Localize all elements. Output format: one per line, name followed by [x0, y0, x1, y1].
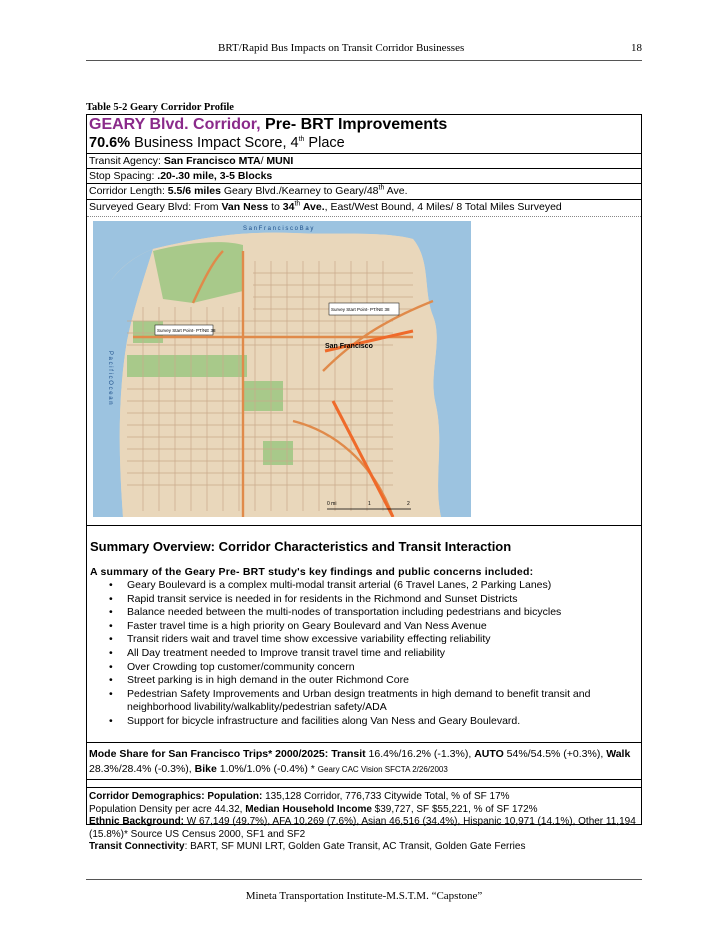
auto-value: 54%/54.5% (+0.3%),	[503, 748, 607, 760]
score-text-end: Place	[304, 135, 345, 151]
demographics-block	[87, 791, 641, 854]
score-sup: th	[298, 136, 305, 144]
ethnic-value: W 67,149 (49.7%), AFA 10,269 (7.6%), Asian 46,516 (34.4%), Hispanic 10,971 (14.1%), Other 11,194 (15.8%)* Source US Census 2000, SF1 and SF2	[89, 816, 636, 840]
header-rule	[86, 60, 642, 61]
surveyed-text-end: , East/West Bound, 4 Miles/ 8 Total Miles Surveyed	[324, 201, 562, 213]
mode-share-source: Geary CAC Vision SFCTA 2/26/2003	[317, 765, 448, 774]
transit-agency-row	[87, 154, 641, 169]
summary-item: • Street parking is in high demand in the outer Richmond Core	[87, 674, 641, 688]
length-label: Corridor Length:	[89, 185, 168, 197]
map-scale-1: 1	[368, 501, 371, 507]
corridor-name: GEARY Blvd. Corridor,	[89, 116, 261, 133]
surveyed-text: Surveyed Geary Blvd: From	[89, 201, 222, 213]
map-svg	[93, 221, 471, 517]
transit-value: 16.4%/16.2% (-1.3%),	[365, 748, 475, 760]
page-footer: Mineta Transportation Institute-M.S.T.M. “Capstone”	[245, 890, 483, 902]
corridor-length-row	[87, 184, 641, 200]
agency-label: Transit Agency:	[89, 155, 164, 167]
summary-item: • Over Crowding top customer/community concern	[87, 661, 641, 675]
summary-item: • Transit riders wait and travel time show excessive variability effecting reliability	[87, 633, 641, 647]
length-sup: th	[378, 184, 385, 192]
surveyed-to: to	[268, 201, 283, 213]
summary-intro: A summary of the Geary Pre- BRT study's key findings and public concerns included:	[90, 566, 534, 578]
walk-label: Walk	[606, 748, 631, 760]
bike-value: 1.0%/1.0% (-0.4%) *	[216, 763, 318, 775]
surveyed-start: Van Ness	[221, 201, 269, 213]
connectivity-label: Transit Connectivity	[89, 841, 185, 853]
connectivity-value: : BART, SF MUNI LRT, Golden Gate Transit, AC Transit, Golden Gate Ferries	[184, 841, 526, 853]
summary-item: • Faster travel time is a high priority on Geary Boulevard and Van Ness Avenue	[87, 620, 641, 634]
score-percent: 70.6%	[89, 135, 131, 151]
surveyed-sup: th	[294, 200, 301, 208]
income-label: Median Household Income	[245, 803, 372, 815]
map-scale-2: 2	[407, 501, 410, 507]
mode-share-bottom-rule	[87, 779, 641, 780]
summary-item: • Pedestrian Safety Improvements and Urban design treatments in high demand to benefit transit and neighborhood livability/walkablity/pedestrian safety/ADA	[87, 688, 641, 715]
mode-share-row	[87, 747, 641, 777]
summary-list	[87, 579, 641, 729]
walk-value: 28.3%/28.4% (-0.3%),	[89, 763, 195, 775]
score-text: Business Impact Score, 4	[130, 135, 299, 151]
summary-item: • Balance needed between the multi-nodes of transportation including pedestrians and bicycles	[87, 606, 641, 620]
map-city-label: San Francisco	[325, 343, 373, 350]
summary-item: • Geary Boulevard is a complex multi-modal transit arterial (6 Travel Lanes, 2 Parking Lanes)	[87, 579, 641, 593]
stop-spacing-row	[87, 169, 641, 184]
surveyed-row	[87, 200, 641, 217]
map-ocean-label: P a c i f i c O c e a n	[107, 351, 113, 405]
table-caption: Table 5-2 Geary Corridor Profile	[86, 102, 234, 113]
ethnic-label: Ethnic Background:	[89, 816, 185, 828]
map-callout-west: Survey Start Point- PT/NE 38	[157, 328, 216, 333]
auto-label: AUTO	[474, 748, 504, 760]
length-text-end: Ave.	[384, 185, 408, 197]
map-bottom-rule	[87, 525, 641, 526]
title-suffix: Pre- BRT Improvements	[260, 116, 448, 133]
density-text: Population Density per acre 44.32,	[89, 803, 246, 815]
summary-item: • Support for bicycle infrastructure and facilities along Van Ness and Geary Boulevard.	[87, 715, 641, 729]
bike-label: Bike	[194, 763, 217, 775]
spacing-value: .20-.30 mile, 3-5 Blocks	[157, 170, 273, 182]
spacing-label: Stop Spacing:	[89, 170, 158, 182]
transit-label: Transit	[331, 748, 366, 760]
map-bay-label: S a n F r a n c i s c o B a y	[243, 226, 314, 232]
population-label: Corridor Demographics: Population:	[89, 791, 266, 802]
summary-item: • All Day treatment needed to Improve transit travel time and reliability	[87, 647, 641, 661]
map-callout-east: Survey Start Point- PT/NE 38	[331, 307, 390, 312]
agency-value: San Francisco MTA	[163, 155, 261, 167]
mode-share-label: Mode Share for San Francisco Trips* 2000/2025:	[89, 748, 332, 760]
population-value: 135,128 Corridor, 776,733 Citywide Total, % of SF 17%	[265, 791, 510, 802]
surveyed-end-ave: Ave.	[300, 201, 325, 213]
length-value: 5.5/6 miles	[167, 185, 221, 197]
map-scale-0: 0 mi	[327, 501, 337, 507]
income-value: $39,727, SF $55,221, % of SF 172%	[371, 803, 538, 815]
page-number: 18	[631, 42, 642, 54]
footer-rule	[86, 879, 642, 880]
corridor-profile-table	[86, 114, 642, 853]
demographics-top-rule	[87, 787, 641, 788]
profile-title-row	[87, 115, 641, 154]
length-text: Geary Blvd./Kearney to Geary/48	[220, 185, 379, 197]
summary-item: • Rapid transit service is needed in for residents in the Richmond and Sunset Districts	[87, 593, 641, 607]
running-title: BRT/Rapid Bus Impacts on Transit Corridor Businesses	[218, 42, 465, 54]
mode-share-top-rule	[87, 742, 641, 743]
agency-sep: /	[260, 155, 267, 167]
summary-title: Summary Overview: Corridor Characteristics and Transit Interaction	[90, 539, 512, 554]
agency-value-2: MUNI	[266, 155, 294, 167]
surveyed-end: 34	[282, 201, 295, 213]
corridor-map	[93, 221, 471, 517]
